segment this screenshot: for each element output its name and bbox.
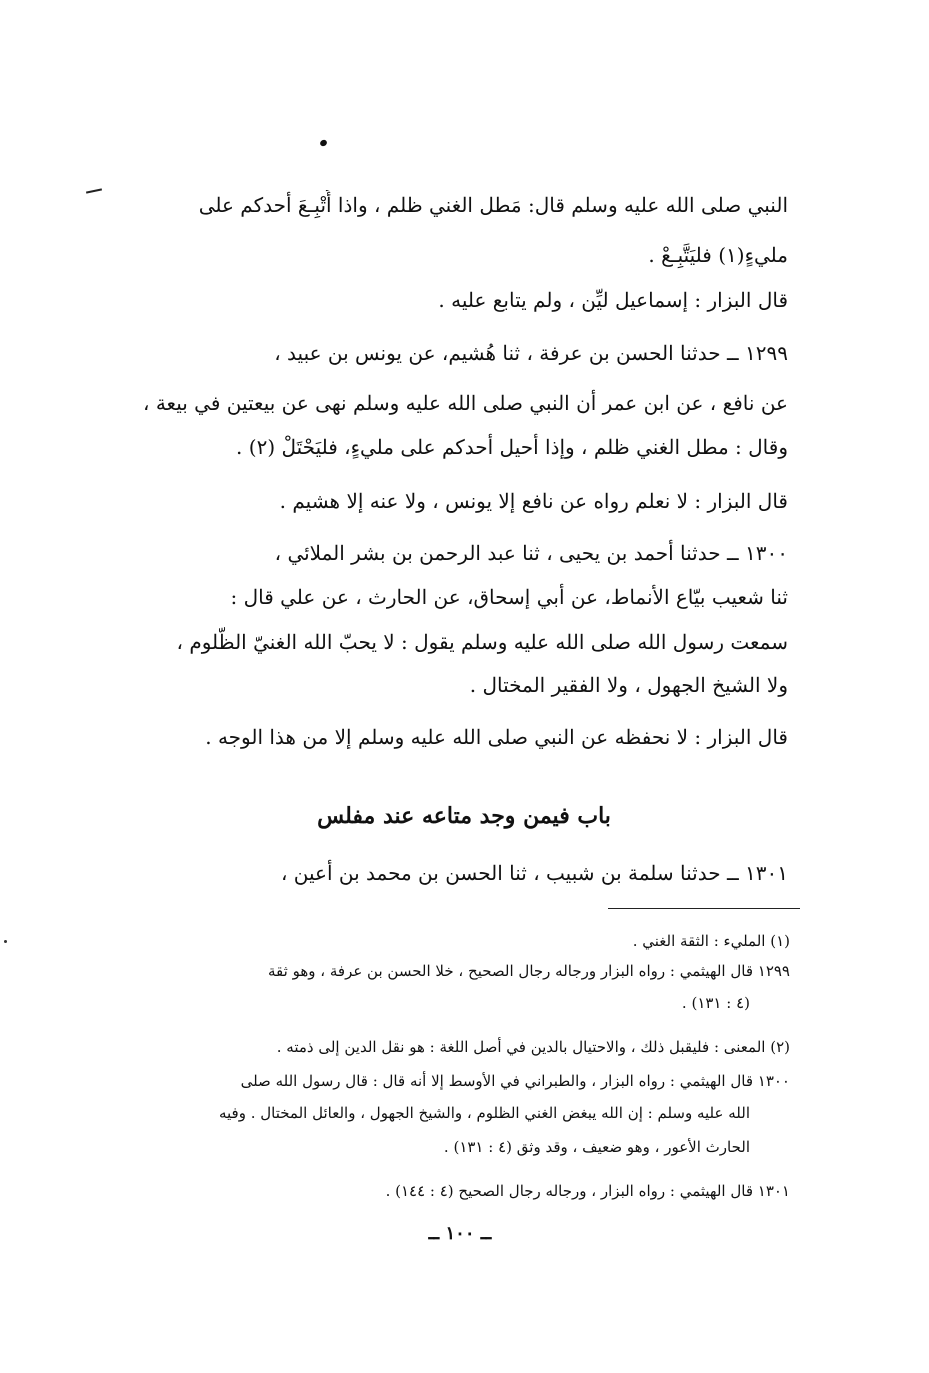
body-line: ١٣٠٠ ــ حدثنا أحمد بن يحيى ، ثنا عبد الرحمن بن بشر الملائي ،	[274, 541, 788, 565]
footnote-line: (٢) المعنى : فليقبل ذلك ، والاحتيال بالدين في أصل اللغة : هو نقل الدين إلى ذمته .	[276, 1038, 790, 1056]
body-line: قال البزار : إسماعيل ليِّن ، ولم يتابع عليه .	[438, 288, 788, 312]
ink-speck	[319, 139, 328, 148]
footnote-line: ١٢٩٩ قال الهيثمي : رواه البزار ورجاله رجال الصحيح ، خلا الحسن بن عرفة ، وهو ثقة	[268, 962, 790, 980]
chapter-heading: باب فيمن وجد متاعه عند مفلس	[317, 803, 611, 829]
footnote-separator	[608, 908, 800, 909]
body-line: وقال : مطل الغني ظلم ، وإذا أحيل أحدكم على مليءٍ، فليَحْتَلْ (٢) .	[236, 435, 788, 459]
page-number: ــ ١٠٠ ــ	[428, 1223, 492, 1244]
body-line: ثنا شعيب بيّاع الأنماط، عن أبي إسحاق، عن الحارث ، عن علي قال :	[230, 585, 788, 609]
footnote-line: (٤ : ١٣١) .	[681, 994, 750, 1012]
body-line: قال البزار : لا نعلم رواه عن نافع إلا يونس ، ولا عنه إلا هشيم .	[279, 489, 788, 513]
footnote-line: ١٣٠٠ قال الهيثمي : رواه البزار ، والطبراني في الأوسط إلا أنه قال : قال رسول الله صلى	[240, 1072, 790, 1090]
body-line: عن نافع ، عن ابن عمر أن النبي صلى الله عليه وسلم نهى عن بيعتين في بيعة ،	[143, 391, 788, 415]
edge-speck	[4, 940, 7, 943]
body-line: ١٢٩٩ ــ حدثنا الحسن بن عرفة ، ثنا هُشيم، عن يونس بن عبيد ،	[274, 341, 788, 365]
body-line: ولا الشيخ الجهول ، ولا الفقير المختال .	[469, 673, 788, 697]
ink-stroke	[86, 188, 102, 193]
body-line: سمعت رسول الله صلى الله عليه وسلم يقول : لا يحبّ الله الغنيّ الظّلوم ،	[176, 630, 788, 654]
footnote-line: ١٣٠١ قال الهيثمي : رواه البزار ، ورجاله رجال الصحيح (٤ : ١٤٤) .	[385, 1182, 790, 1200]
body-line: قال البزار : لا نحفظه عن النبي صلى الله عليه وسلم إلا من هذا الوجه .	[205, 725, 788, 749]
footnote-line: (١) المليء : الثقة الغني .	[632, 932, 790, 950]
body-line: مليءٍ(١) فليَتَّبِـعْ .	[648, 243, 788, 267]
footnote-line: الله عليه وسلم : إن الله يبغض الغني الظلوم ، والشيخ الجهول ، والعائل المختال . وفيه	[218, 1104, 750, 1122]
footnote-line: الحارث الأعور ، وهو ضعيف ، وقد وثق (٤ : ١٣١) .	[443, 1138, 750, 1156]
body-line: ١٣٠١ ــ حدثنا سلمة بن شبيب ، ثنا الحسن بن محمد بن أعين ،	[280, 861, 788, 885]
body-line: النبي صلى الله عليه وسلم قال: مَطل الغني ظلم ، واذا أُتْبِـعَ أحدكم على	[198, 193, 788, 217]
